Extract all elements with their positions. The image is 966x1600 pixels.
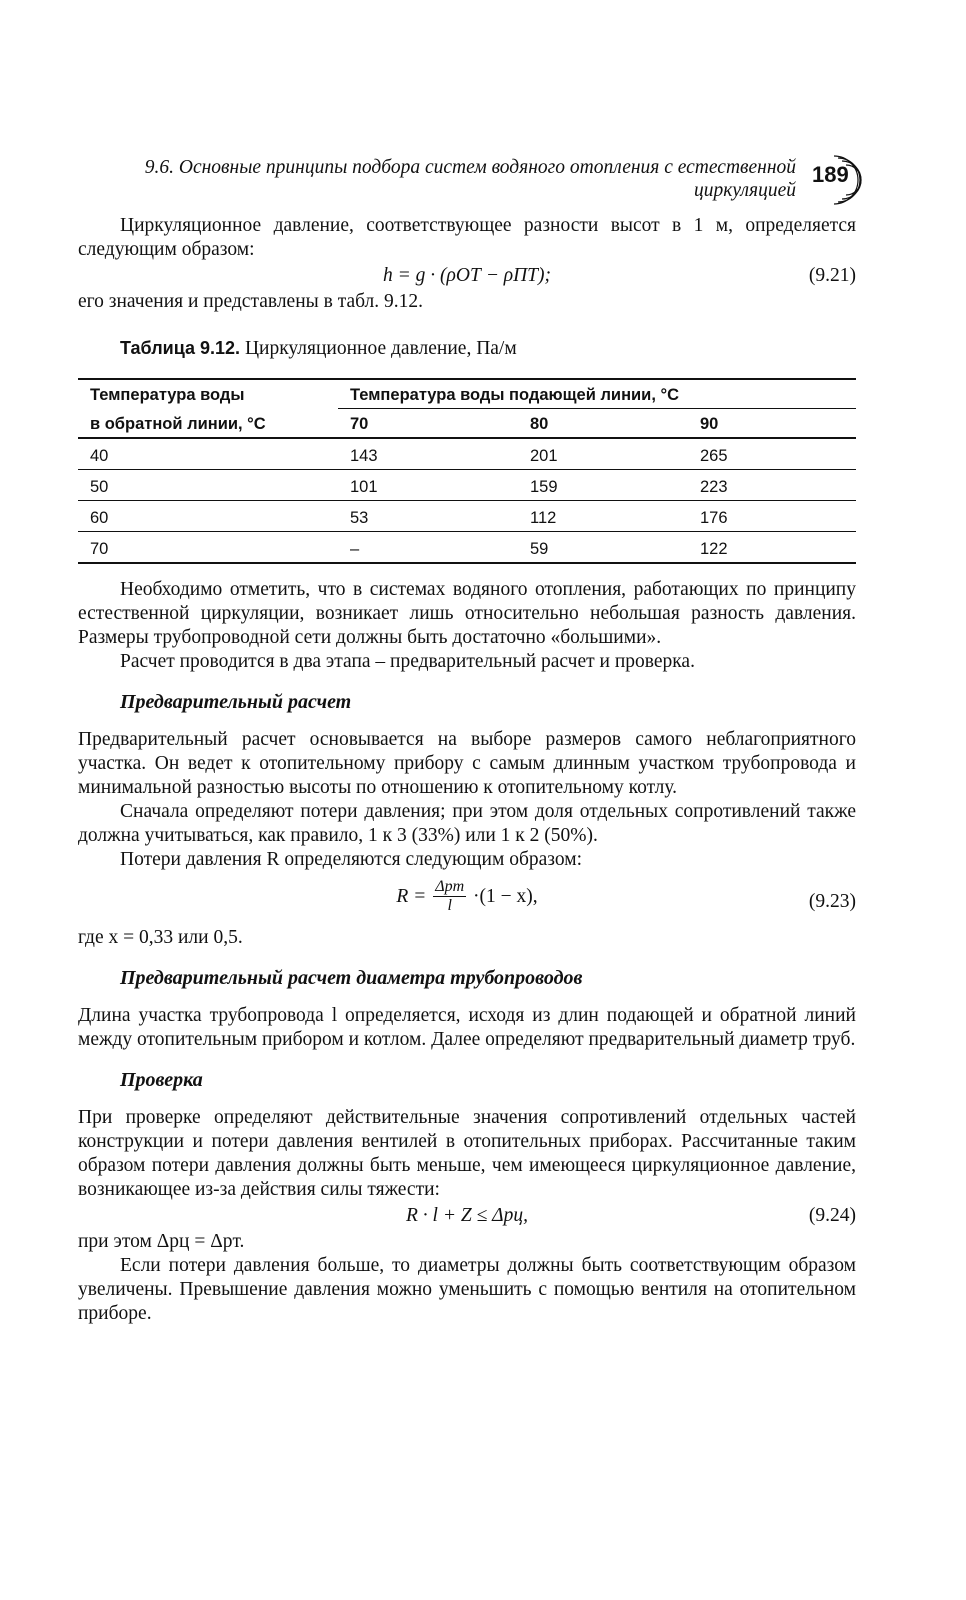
- table-cell: 223: [700, 478, 728, 496]
- table-row: [78, 501, 856, 532]
- paragraph-verification: При проверке определяют действительные значения сопротивлений отдельных частей конструкции и потери давления вентилей в отопительных приборах. Рассчитанные таким образом потери давления должны быть меньше, чем имеющееся циркуляционное давление, возникающее из-за действия силы тяжести:: [78, 1107, 856, 1200]
- table-cell: 60: [90, 509, 109, 527]
- formula-9-23-denominator: l: [447, 897, 452, 914]
- formula-9-21-number: (9.21): [808, 265, 856, 286]
- formula-9-23-lhs: R =: [396, 885, 427, 907]
- table-cell: –: [350, 540, 360, 558]
- page-number-badge: [810, 158, 858, 198]
- table-cell: 122: [700, 540, 728, 558]
- paragraph-two-stages: Расчет проводится в два этапа – предварительный расчет и проверка.: [120, 651, 695, 672]
- table-cell: 101: [350, 478, 378, 496]
- table-header-col-70: 70: [350, 415, 369, 433]
- table-cell: 53: [350, 509, 369, 527]
- book-page: [78, 150, 856, 1326]
- table-header-supply-group: Температура воды подающей линии, °С: [338, 379, 856, 409]
- table-header-return-temp-line2: в обратной линии, °С: [90, 414, 266, 433]
- header-title-line1: 9.6. Основные принципы подбора систем водяного отопления с естественной: [144, 157, 796, 178]
- table-row: [78, 438, 856, 470]
- formula-9-23-rhs: ·(1 − x),: [473, 885, 538, 907]
- table-caption-label: Таблица 9.12.: [120, 338, 241, 358]
- table-cell: 112: [530, 509, 557, 527]
- table-header-return-temp-line1: Температура воды: [90, 386, 245, 405]
- table-cell: 59: [530, 540, 549, 558]
- formula-9-24: [78, 1202, 856, 1230]
- table-cell: 176: [700, 509, 728, 527]
- table-row: [78, 532, 856, 564]
- table-row: [78, 470, 856, 501]
- paragraph-table-reference: его значения и представлены в табл. 9.12.: [78, 291, 424, 312]
- table-cell: 265: [700, 447, 728, 465]
- formula-9-24-number: (9.24): [808, 1205, 856, 1226]
- header-title: [56, 156, 796, 202]
- table-cell: 143: [350, 447, 378, 465]
- formula-9-23-expression: [78, 878, 856, 915]
- table-header-col-90: 90: [700, 415, 719, 433]
- formula-9-23: [78, 878, 856, 926]
- formula-9-21: [78, 262, 856, 290]
- heading-preliminary-calculation: Предварительный расчет: [120, 691, 352, 713]
- formula-9-23-fraction: [433, 878, 466, 915]
- formula-9-23-numerator: Δpт: [435, 878, 465, 895]
- paragraph-where-x: где x = 0,33 или 0,5.: [78, 927, 243, 948]
- paragraph-natural-circulation: Необходимо отметить, что в системах водяного отопления, работающих по принципу естественной циркуляции, возникает лишь относительно небольшая разность давления. Размеры трубопроводной сети должны быть достаточно «большими».: [78, 579, 856, 648]
- paragraph-intro: Циркуляционное давление, соответствующее разности высот в 1 м, определяется следующим образом:: [78, 215, 856, 260]
- table-caption: [120, 336, 856, 361]
- formula-9-21-expression: h = g · (ρОТ − ρПТ);: [383, 265, 551, 286]
- page-number: 189: [812, 162, 849, 187]
- heading-verification: Проверка: [120, 1069, 203, 1091]
- table-cell: 201: [530, 447, 558, 465]
- header-title-line2: циркуляцией: [694, 180, 796, 201]
- table-cell: 50: [90, 478, 109, 496]
- table-caption-text: Циркуляционное давление, Па/м: [244, 338, 517, 359]
- paragraph-preliminary-basis: Предварительный расчет основывается на выборе размеров самого неблагоприятного участка. Он ведет к отопительному прибору с самым длинным участком трубопровода и минимальной разностью высоты по отношению к отопительному котлу.: [78, 729, 856, 798]
- table-header-col-80: 80: [530, 415, 549, 433]
- paragraph-where-dp: при этом Δpц = Δpт.: [78, 1231, 245, 1252]
- paragraph-increase-diameters: Если потери давления больше, то диаметры должны быть соответствующим образом увеличены. Превышение давления можно уменьшить с помощью вентиля на отопительном приборе.: [78, 1255, 856, 1324]
- table-cell: 40: [90, 447, 109, 465]
- paragraph-pipe-length: Длина участка трубопровода l определяется, исходя из длин подающей и обратной линий между отопительным прибором и котлом. Далее определяют предварительный диаметр труб.: [78, 1005, 856, 1050]
- paragraph-pressure-losses: Сначала определяют потери давления; при этом доля отдельных сопротивлений также должна учитываться, как правило, 1 к 3 (33%) или 1 к 2 (50%).: [78, 801, 856, 846]
- table-cell: 70: [90, 540, 109, 558]
- formula-9-24-expression: R · l + Z ≤ Δpц,: [406, 1205, 528, 1226]
- circulation-pressure-table: [78, 378, 856, 564]
- formula-9-23-number: (9.23): [808, 891, 856, 912]
- running-header: [78, 150, 856, 200]
- paragraph-losses-r: Потери давления R определяются следующим образом:: [120, 849, 582, 870]
- table-cell: 159: [530, 478, 558, 496]
- heading-pipe-diameter: Предварительный расчет диаметра трубопроводов: [120, 967, 583, 989]
